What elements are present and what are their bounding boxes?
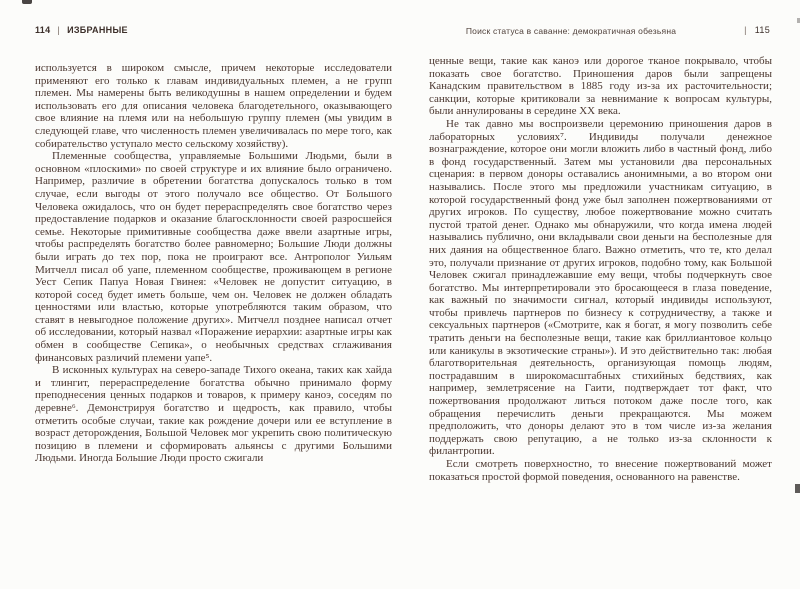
page-left-text-column	[35, 62, 392, 465]
paragraph-right-2: Не так давно мы воспроизвели церемонию приношения даров в лабораторных условиях⁷. Индивиды получали денежное вознаграждение, которое они могли вложить либо в частный фонд, либо в фонд государственный. Затем мы установили два персональных сценария: в первом доноры оставались анонимными, а во втором они назывались. После этого мы предложили участникам ситуацию, в которой государственный фонд уже был заполнен пожертвованиями от других игроков. По существу, любое пожертвование можно считать пустой тратой денег. Однако мы обнаружили, что когда имена людей назывались публично, они вкладывали свои деньги на бесполезные для них даяния на общественное благо. Важно отметить, что те, кто делал это, получали признание от других игроков, подобно тому, как Большой Человек сжигал принадлежавшие ему вещи, чтобы подчеркнуть свое богатство. Мы интерпретировали это бросающееся в глаза поведение, как важный по значимости сигнал, который индивиды используют, чтобы привлечь партнеров по бизнесу к сотрудничеству, а также и сексуальных партнеров («Смотрите, как я богат, я могу позволить себе тратить деньги на бесполезные вещи, такие как бриллиантовое кольцо или каникулы в экзотические страны»). И это действительно так: любая благотворительная деятельность, организующая помощь людям, пострадавшим в широкомасштабных стихийных бедствиях, как например, землетрясение на Гаити, подтверждает тот факт, что пожертвования продолжают литься потоком даже после того, как обращения перечислить деньги прекращаются. Мы можем предположить, что доноры делают это в том числе из-за желания поддержать свою репутацию, а не только из-за склонности к филантропии.	[429, 117, 772, 458]
scan-artifact-right	[795, 484, 800, 493]
paragraph-left-2: Племенные сообщества, управляемые Большими Людьми, были в основном «плоскими» по своей структуре и их влияние было ограничено. Например, различие в обретении богатства допускалось только в том случае, если выгоды от этого получало все общество. От Большого Человека ожидалось, что он будет перераспределять свое богатство через предоставление подарков и оказание благосклонности своей разросшейся семье. Некоторые примитивные сообщества даже ввели азартные игры, чтобы распределять богатство более равномерно; Большие Люди должны были играть до тех пор, пока не проиграют все. Антрополог Уильям Митчелл писал об уапе, племенном сообществе, проживающем в регионе Уест Сепик Папуа Новая Гвинея: «Человек не допустит ситуацию, в которой сосед будет иметь больше, чем он. Человек не должен обладать ценностями или властью, которые употребляются таким образом, что ставят в невыгодное положение других». Митчелл позднее написал отчет об исследовании, который назвал «Поражение иерархии: азартные игры как обмен в сообществе Сепика», о необычных средствах сглаживания финансовых различий племени уапе⁵.	[35, 150, 392, 364]
paragraph-right-1: ценные вещи, такие как каноэ или дорогое тканое покрывало, чтобы показать свое богатство. Приношения даров были запрещены Канадским правительством в 1885 году из-за их расточительности; санкции, которые критиковали за невнимание к вопросам культуры, были аннулированы в середине XX века.	[429, 55, 772, 118]
paragraph-left-1: используется в широком смысле, причем некоторые исследователи применяют его только к главам индивидуальных племен, а не групп племен. Мы намерены быть великодушны в нашем определении и будем использовать его для описания человека благодетельного, оказывающего свое влияние на племя или на небольшую группу племен (мы увидим в следующей главе, что численность племен увеличивалась по мере того, как собирательство уступало место сельскому хозяйству).	[35, 62, 392, 150]
scan-artifact-top	[22, 0, 32, 4]
running-title-left: ИЗБРАННЫЕ	[67, 25, 128, 35]
running-head-right-number	[744, 25, 770, 35]
paragraph-right-3: Если смотреть поверхностно, то внесение пожертвований может показаться простой формой поведения, основанного на равенстве.	[429, 458, 772, 483]
header-divider-left: |	[57, 25, 61, 35]
running-title-right: Поиск статуса в саванне: демократичная обезьяна	[465, 26, 677, 36]
page-number-right: 115	[754, 25, 770, 35]
paragraph-left-3: В исконных культурах на северо-западе Тихого океана, таких как хайда и тлингит, перераспределение богатства обычно принимало форму преподнесения ценных подарков и товаров, к примеру каноэ, соседям по деревне⁶. Демонстрируя богатство и щедрость, как правило, чтобы отметить особые случаи, такие как рождение дочери или ее вступление в возраст деторождения, Большой Человек мог укрепить свою политическую позицию в племени и сформировать альянсы с другими Большими Людьми. Иногда Большие Люди просто сжигали	[35, 364, 392, 465]
running-head-left	[35, 25, 128, 35]
page-number-left: 114	[35, 25, 51, 35]
header-divider-right: |	[744, 25, 747, 35]
page-right-text-column	[429, 55, 772, 483]
